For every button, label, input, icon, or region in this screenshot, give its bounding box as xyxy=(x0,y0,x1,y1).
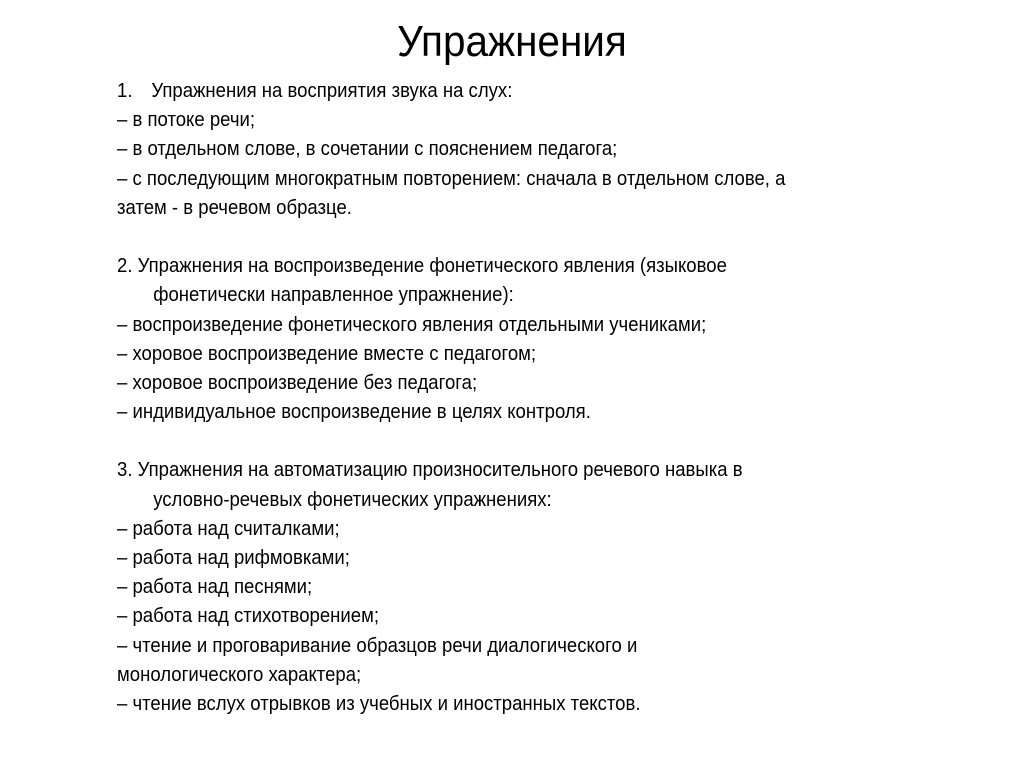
list-item: – работа над песнями; xyxy=(117,575,313,599)
list-item: – в потоке речи; xyxy=(117,108,256,132)
spacer xyxy=(117,426,913,455)
list-item: – работа над считалками; xyxy=(117,516,340,540)
list-item: – хоровое воспроизведение вместе с педагогом; xyxy=(117,341,537,365)
list-item: – хоровое воспроизведение без педагога; xyxy=(117,370,478,394)
section-2-heading: 2. Упражнения на воспроизведение фонетического явления (языковое xyxy=(117,254,727,278)
section-1-number: 1. xyxy=(117,79,133,102)
list-item: – воспроизведение фонетического явления отдельными учениками; xyxy=(117,312,707,336)
list-item: – работа над рифмовками; xyxy=(117,546,350,569)
list-item: – чтение и проговаривание образцов речи диалогического и xyxy=(117,633,638,657)
section-1-heading-text: Упражнения на восприятия звука на слух: xyxy=(151,79,513,102)
section-3-heading: 3. Упражнения на автоматизацию произносительного речевого навыка в xyxy=(117,458,743,482)
list-item: – чтение вслух отрывков из учебных и иностранных текстов. xyxy=(117,691,641,715)
list-item-continuation: затем - в речевом образце. xyxy=(117,195,352,219)
spacer xyxy=(117,222,913,251)
list-item: – индивидуальное воспроизведение в целях контроля. xyxy=(117,400,591,424)
section-2-heading-continuation: фонетически направленное упражнение): xyxy=(153,283,514,307)
list-item: – в отдельном слове, в сочетании с пояснением педагога; xyxy=(117,137,618,161)
list-item: – с последующим многократным повторением: сначала в отдельном слове, а xyxy=(117,166,786,190)
slide-title: Упражнения xyxy=(397,17,627,66)
section-1-heading xyxy=(117,76,913,105)
section-3-heading-continuation: условно-речевых фонетических упражнениях: xyxy=(153,487,552,511)
slide-body xyxy=(117,76,913,718)
list-item-continuation: монологического характера; xyxy=(117,662,362,686)
list-item: – работа над стихотворением; xyxy=(117,604,380,628)
